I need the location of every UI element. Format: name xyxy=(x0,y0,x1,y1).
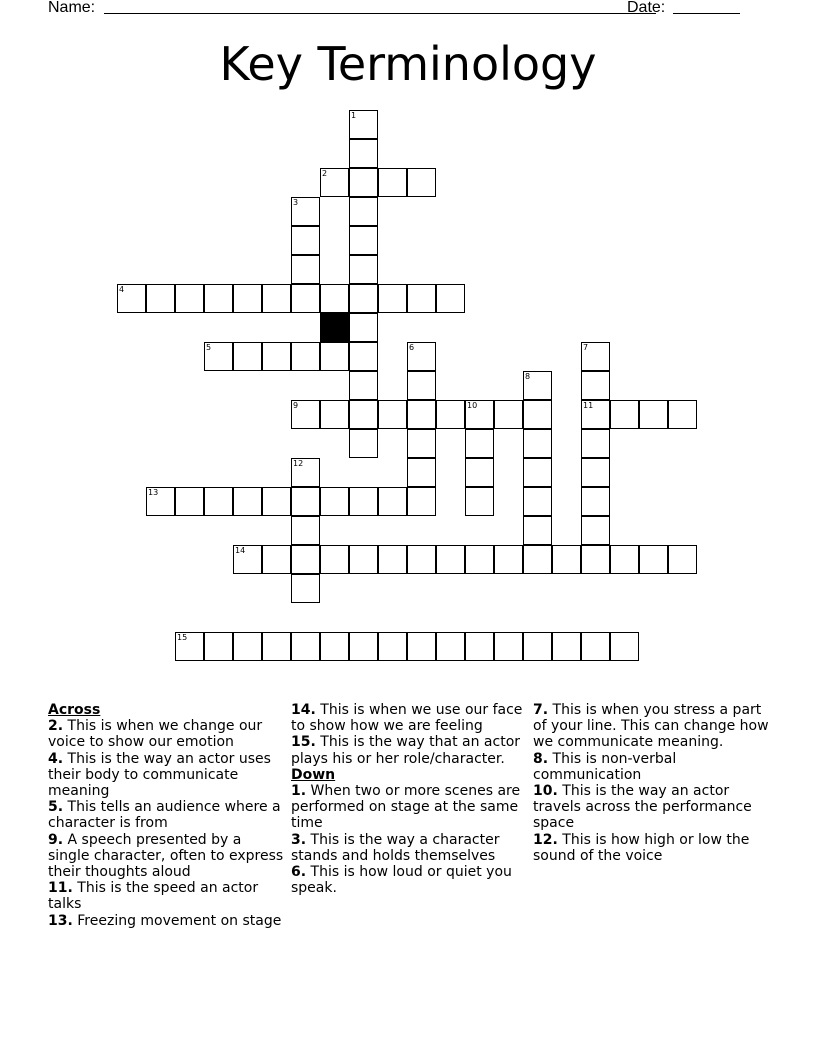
crossword-cell[interactable] xyxy=(233,487,262,516)
crossword-cell[interactable] xyxy=(523,400,552,429)
clue-column-1 xyxy=(48,702,284,929)
clue-across-5: 5. This tells an audience where a character is from xyxy=(48,799,281,832)
crossword-cell[interactable] xyxy=(146,487,175,516)
crossword-cell[interactable] xyxy=(610,632,639,661)
crossword-cell[interactable] xyxy=(349,342,378,371)
crossword-cell[interactable] xyxy=(349,313,378,342)
name-label: Name: xyxy=(48,0,96,16)
crossword-cell[interactable] xyxy=(291,458,320,487)
crossword-cell[interactable] xyxy=(233,545,262,574)
clue-number: 15 xyxy=(177,633,188,642)
crossword-cell[interactable] xyxy=(291,632,320,661)
crossword-blocked-cell xyxy=(320,313,349,342)
clue-number: 1 xyxy=(351,111,357,120)
crossword-cell[interactable] xyxy=(291,487,320,516)
crossword-cell[interactable] xyxy=(262,632,291,661)
clue-column-2 xyxy=(291,702,527,896)
crossword-cell[interactable] xyxy=(523,371,552,400)
crossword-cell[interactable] xyxy=(175,487,204,516)
crossword-cell[interactable] xyxy=(349,284,378,313)
clue-across-14: 14. This is when we use our face to show how we are feeling xyxy=(291,702,523,735)
crossword-cell[interactable] xyxy=(407,168,436,197)
crossword-cell[interactable] xyxy=(349,545,378,574)
crossword-cell[interactable] xyxy=(262,545,291,574)
crossword-cell[interactable] xyxy=(291,545,320,574)
clue-down-6: 6. This is how loud or quiet you speak. xyxy=(291,864,512,897)
clue-number: 11 xyxy=(583,401,594,410)
crossword-cell[interactable] xyxy=(320,545,349,574)
crossword-cell[interactable] xyxy=(639,545,668,574)
crossword-cell[interactable] xyxy=(407,487,436,516)
crossword-cell[interactable] xyxy=(291,342,320,371)
crossword-cell[interactable] xyxy=(523,632,552,661)
crossword-cell[interactable] xyxy=(407,458,436,487)
crossword-cell[interactable] xyxy=(523,429,552,458)
crossword-cell[interactable] xyxy=(349,487,378,516)
clue-number: 13 xyxy=(148,488,159,497)
crossword-cell[interactable] xyxy=(349,110,378,139)
crossword-cell[interactable] xyxy=(291,226,320,255)
crossword-cell[interactable] xyxy=(320,632,349,661)
clue-number: 9 xyxy=(293,401,299,410)
crossword-cell[interactable] xyxy=(407,371,436,400)
crossword-cell[interactable] xyxy=(581,342,610,371)
date-label: Date: xyxy=(627,0,666,16)
clue-number: 3 xyxy=(293,198,299,207)
clue-number: 12 xyxy=(293,459,304,468)
crossword-cell[interactable] xyxy=(378,168,407,197)
crossword-cell[interactable] xyxy=(668,545,697,574)
crossword-cell[interactable] xyxy=(465,487,494,516)
clue-across-4: 4. This is the way an actor uses their body to communicate meaning xyxy=(48,750,271,800)
clue-down-12: 12. This is how high or low the sound of the voice xyxy=(533,831,750,864)
crossword-cell[interactable] xyxy=(610,545,639,574)
crossword-cell[interactable] xyxy=(349,197,378,226)
crossword-cell[interactable] xyxy=(291,197,320,226)
clue-across-15: 15. This is the way that an actor plays his or her role/character. xyxy=(291,734,521,767)
crossword-cell[interactable] xyxy=(407,342,436,371)
crossword-cell[interactable] xyxy=(146,284,175,313)
crossword-cell[interactable] xyxy=(320,342,349,371)
crossword-cell[interactable] xyxy=(204,487,233,516)
crossword-cell[interactable] xyxy=(465,429,494,458)
crossword-cell[interactable] xyxy=(320,168,349,197)
clue-number: 14 xyxy=(235,546,246,555)
crossword-cell[interactable] xyxy=(581,458,610,487)
crossword-cell[interactable] xyxy=(639,400,668,429)
crossword-cell[interactable] xyxy=(581,429,610,458)
crossword-cell[interactable] xyxy=(291,400,320,429)
clue-number: 4 xyxy=(119,285,125,294)
crossword-cell[interactable] xyxy=(349,168,378,197)
crossword-cell[interactable] xyxy=(320,400,349,429)
crossword-cell[interactable] xyxy=(175,632,204,661)
clue-number: 7 xyxy=(583,343,589,352)
clue-down-1: 1. When two or more scenes are performed on stage at the same time xyxy=(291,783,521,832)
crossword-cell[interactable] xyxy=(494,632,523,661)
crossword-cell[interactable] xyxy=(320,487,349,516)
crossword-cell[interactable] xyxy=(262,284,291,313)
crossword-cell[interactable] xyxy=(175,284,204,313)
crossword-cell[interactable] xyxy=(668,400,697,429)
crossword-cell[interactable] xyxy=(523,458,552,487)
crossword-cell[interactable] xyxy=(436,284,465,313)
crossword-cell[interactable] xyxy=(552,632,581,661)
crossword-cell[interactable] xyxy=(262,342,291,371)
crossword-cell[interactable] xyxy=(378,487,407,516)
crossword-cell[interactable] xyxy=(465,545,494,574)
crossword-cell[interactable] xyxy=(378,632,407,661)
clue-number: 5 xyxy=(206,343,212,352)
clue-across-11: 11. This is the speed an actor talks xyxy=(48,880,259,913)
crossword-cell[interactable] xyxy=(291,284,320,313)
clue-across-13: 13. Freezing movement on stage xyxy=(48,912,282,929)
crossword-cell[interactable] xyxy=(436,632,465,661)
clue-down-7: 7. This is when you stress a part of your line. This can change how we communicate meaning. xyxy=(533,702,769,751)
clue-number: 10 xyxy=(467,401,478,410)
crossword-cell[interactable] xyxy=(407,400,436,429)
crossword-cell[interactable] xyxy=(233,632,262,661)
clue-number: 2 xyxy=(322,169,328,178)
crossword-cell[interactable] xyxy=(407,632,436,661)
crossword-cell[interactable] xyxy=(552,545,581,574)
crossword-cell[interactable] xyxy=(581,516,610,545)
crossword-cell[interactable] xyxy=(349,139,378,168)
crossword-cell[interactable] xyxy=(581,487,610,516)
clue-number: 6 xyxy=(409,343,415,352)
crossword-cell[interactable] xyxy=(262,487,291,516)
crossword-cell[interactable] xyxy=(204,342,233,371)
crossword-cell[interactable] xyxy=(291,574,320,603)
crossword-cell[interactable] xyxy=(407,429,436,458)
crossword-cell[interactable] xyxy=(581,545,610,574)
crossword-cell[interactable] xyxy=(436,545,465,574)
clue-across-2: 2. This is when we change our voice to show our emotion xyxy=(48,718,263,751)
crossword-cell[interactable] xyxy=(291,255,320,284)
crossword-cell[interactable] xyxy=(233,284,262,313)
clue-number: 8 xyxy=(525,372,531,381)
clue-down-3: 3. This is the way a character stands and holds themselves xyxy=(291,831,500,864)
crossword-cell[interactable] xyxy=(407,284,436,313)
clue-down-8: 8. This is non-verbal communication xyxy=(533,750,677,783)
crossword-cell[interactable] xyxy=(349,226,378,255)
page-title: Key Terminology xyxy=(219,37,597,91)
crossword-cell[interactable] xyxy=(349,371,378,400)
crossword-cell[interactable] xyxy=(378,284,407,313)
crossword-cell[interactable] xyxy=(581,400,610,429)
crossword-cell[interactable] xyxy=(523,516,552,545)
crossword-cell[interactable] xyxy=(378,400,407,429)
crossword-cell[interactable] xyxy=(465,400,494,429)
crossword-cell[interactable] xyxy=(349,632,378,661)
crossword-cell[interactable] xyxy=(204,632,233,661)
crossword-cell[interactable] xyxy=(291,516,320,545)
crossword-cell[interactable] xyxy=(233,342,262,371)
crossword-cell[interactable] xyxy=(349,400,378,429)
crossword-cell[interactable] xyxy=(494,545,523,574)
crossword-cell[interactable] xyxy=(378,545,407,574)
clue-column-3 xyxy=(533,702,769,864)
crossword-cell[interactable] xyxy=(349,429,378,458)
clue-down-10: 10. This is the way an actor travels across the performance space xyxy=(533,783,752,832)
crossword-cell[interactable] xyxy=(407,545,436,574)
crossword-cell[interactable] xyxy=(465,632,494,661)
crossword-cell[interactable] xyxy=(523,487,552,516)
crossword-cell[interactable] xyxy=(581,371,610,400)
crossword-cell[interactable] xyxy=(465,458,494,487)
crossword-cell[interactable] xyxy=(523,545,552,574)
crossword-cell[interactable] xyxy=(349,255,378,284)
crossword-cell[interactable] xyxy=(204,284,233,313)
across-heading: Across xyxy=(48,702,101,718)
crossword-cell[interactable] xyxy=(117,284,146,313)
crossword-cell[interactable] xyxy=(610,400,639,429)
crossword-cell[interactable] xyxy=(320,284,349,313)
down-heading: Down xyxy=(291,766,336,783)
crossword-cell[interactable] xyxy=(494,400,523,429)
clue-across-9: 9. A speech presented by a single character, often to express their thoughts aloud xyxy=(48,831,284,881)
crossword-cell[interactable] xyxy=(436,400,465,429)
crossword-cell[interactable] xyxy=(581,632,610,661)
